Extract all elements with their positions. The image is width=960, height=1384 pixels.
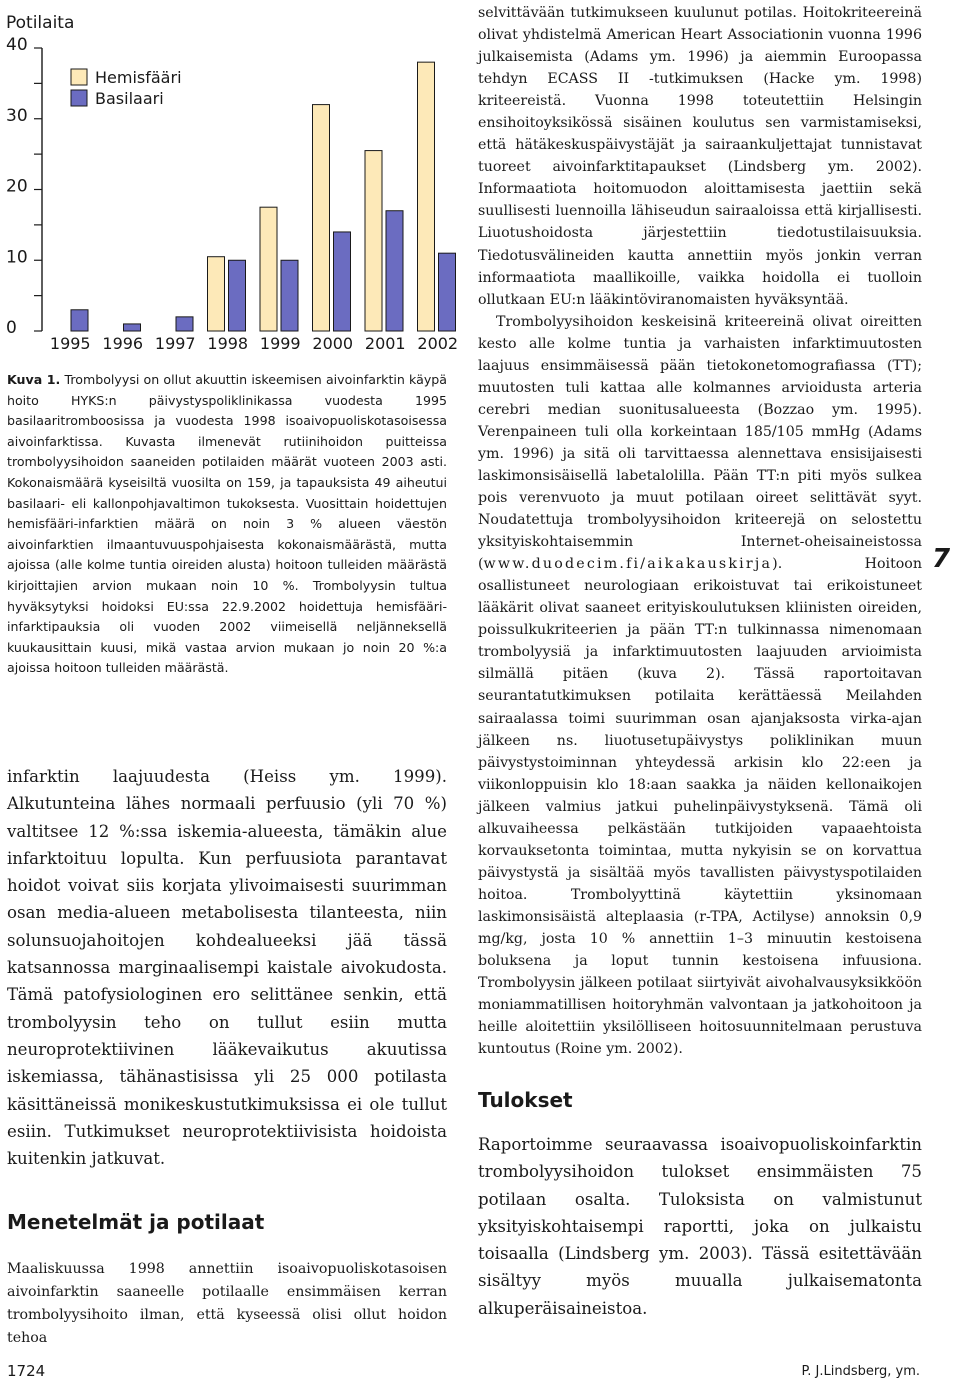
x-tick-label: 1998 — [207, 334, 249, 353]
caption-text: Trombolyysi on ollut akuuttin iskeemisen aivoinfarktin käypä hoito HYKS:n päivystyspoliklinikassa vuodesta 1995 basilaaritromboosissa ja vuodesta 1998 isoaivopuoliskotasoisessa aivoinfarktissa. Kuvasta ilmenevät rutiinihoidon puitteissa trombolyysihoidon saaneiden potilaiden määrät vuoteen 2003 asti. Kokonaismäärä kyseisiltä vuosilta on 159, ja tapauksista 49 aiheutui basilaari- eli kallonpohjavaltimon tukoksesta. Vuosittain hoidettujen hemisfääri-infarktien määrä on noin 3 % alueen väestön aivoinfarktien ilmaantuvuuspohjaisesta kokonaismäärästä, mutta ajoissa (alle kolme tuntia oireiden alusta) hoitoon tulleiden määrästä kirjoittajien arvion mukaan noin 10 %. Trombolyysin tultua hyväksytyksi hoidoksi EU:ssa 22.9.2002 hoidettuja hemisfääri-infarktipauksia oli vuoden 2002 viimeisellä neljänneksellä kuukausittain kuusi, mikä vastaa arvion mukaan jo noin 20 %:a ajoissa hoitoon tulleiden määrästä. — [7, 372, 447, 676]
left-body-text: infarktin laajuudesta (Heiss ym. 1999). Alkutunteina lähes normaali perfuusio (yli 70 %) valtitsee 12 %:ssa iskemia-alueesta, tämäkin alue infarktoituu lopulta. Kun perfuusiota parantavat hoidot voivat siis korjata ylivoimaisesti suurimman osan media-alueen metabolisesta tilanteesta, niin solunsuojahoitojen kohdealueeksi jää tässä katsannossa marginaalisempi kaistale aivokudosta. Tämä patofysiologinen ero selittänee senkin, että trombolyysin teho on tullut esiin mutta neuroprotektiivinen lääkevaikutus akuutissa iskemiassa, tähänastisissa yli 25 000 potilasta käsittäneissä monikeskustutkimuksissa ei ole tullut esiin. Tutkimukset neuroprotektiivisista hoidoista kuitenkin jatkuvat. — [7, 767, 447, 1169]
bar-chart — [0, 0, 459, 360]
x-tick-label: 1996 — [102, 334, 144, 353]
x-tick-label: 1997 — [154, 334, 196, 353]
x-tick-label: 2000 — [312, 334, 354, 353]
bar-hemisfaari-2000 — [313, 105, 330, 331]
legend — [71, 68, 182, 108]
page-number: 1724 — [7, 1362, 46, 1380]
bar-hemisfaari-1999 — [260, 207, 277, 331]
bar-hemisfaari-2001 — [365, 151, 382, 331]
bar-basilaari-2000 — [334, 232, 351, 331]
x-tick-labels — [50, 334, 458, 353]
legend-swatch-hemisfaari — [71, 69, 87, 85]
bar-basilaari-1995 — [71, 310, 88, 331]
section-tab — [930, 536, 960, 588]
bar-basilaari-1998 — [229, 260, 246, 331]
x-tick-label: 2001 — [364, 334, 406, 353]
methods-text: Maaliskuussa 1998 annettiin isoaivopuoliskotasoisen aivoinfarktin saaneelle potilaalle ensimmäisen kerran trombolyysihoito ilman, että kyseessä olisi ollut hoidon tehoa — [7, 1261, 447, 1346]
section-heading-results: Tulokset — [478, 1088, 573, 1112]
y-tick-label: 20 — [6, 176, 28, 197]
section-tab-glyph: 7 — [932, 544, 951, 574]
bar-basilaari-2001 — [386, 211, 403, 331]
y-tick-label: 0 — [6, 318, 17, 338]
x-tick-label: 1995 — [49, 334, 91, 353]
section-heading-methods: Menetelmät ja potilaat — [7, 1210, 265, 1234]
right-paragraph-2 — [478, 311, 922, 1061]
y-tick-label: 10 — [6, 247, 28, 268]
right-paragraph-1: selvittävään tutkimukseen kuulunut potilas. Hoitokriteereinä olivat yhdistelmä American Heart Associationin vuonna 1996 julkaisemista (Adams ym. 1996) ja aiemmin Euroopassa tehdyn ECASS II -tutkimuksen (Hacke ym. 1998) kriteereistä. Vuonna 1998 toteutettiin Helsingin ensihoitoyksikössä sisäinen koulutus sen varmistamiseksi, että hätäkeskuspäivystäjät ja sairaankuljettajat tunnistavat tuoreet aivoinfarktitapaukset (Lindsberg ym. 2002). Informaatiota hoitomuodon aloittamisesta jaettiin sekä suullisesti luennoilla lähiseudun sairaaloissa että kirjallisesti. Liuotushoidosta järjestettiin tiedotustilaisuuksia. Tiedotusvälineiden kautta annettiin myös jonkin verran informaatiota maallikoille, vaikka hoidolla ei tuolloin ollutkaan EU:n lääkintöviranomaisten hyväksyntää. — [478, 5, 922, 308]
bar-basilaari-1997 — [176, 317, 193, 331]
supplement-url[interactable]: www.duodecim.fi/aikakauskirja — [483, 556, 773, 573]
legend-label-basilaari: Basilaari — [95, 89, 164, 108]
legend-swatch-basilaari — [71, 90, 87, 106]
right-paragraph-2-start: Trombolyysihoidon keskeisinä kriteereinä olivat oireitten kesto alle kolme tuntia ja varhaisten infarktimuutosten laajuus ensimmäisessä pään tietokonetomografiassa (TT); muutosten tuli kattaa alle kolmannes arvioidusta arteria cerebri median suonitusalueesta (Bozzao ym. 1995). Verenpaineen tuli olla korkeintaan 185/105 mmHg (Adams ym. 1996) ja sitä oli tarvittaessa alennettava ensisijaisesti laskimonsisäisellä labetalolilla. Pään TT:n piti myös sulkea pois verenvuoto ja muut potilaan oireet selittävät syyt. Noudatettuja trombolyysihoidon kriteerejä on selostettu yksityiskohtaisemmin Internet-oheisaineistossa ( — [478, 313, 922, 573]
y-ticks — [6, 35, 42, 338]
footer-author: P. J.Lindsberg, ym. — [801, 1364, 920, 1379]
y-axis-label: Potilaita — [6, 13, 75, 33]
bar-hemisfaari-1998 — [208, 257, 225, 331]
y-tick-label: 40 — [6, 35, 28, 55]
caption-label: Kuva 1. — [7, 372, 61, 387]
figure-caption — [7, 370, 447, 679]
bar-hemisfaari-2002 — [418, 62, 435, 331]
bar-basilaari-1996 — [124, 324, 141, 331]
bar-basilaari-1999 — [281, 260, 298, 331]
x-tick-label: 1999 — [259, 334, 301, 353]
y-tick-label: 30 — [6, 105, 28, 126]
legend-label-hemisfaari: Hemisfääri — [95, 68, 182, 87]
x-tick-label: 2002 — [417, 334, 459, 353]
right-column — [478, 2, 922, 1060]
results-text: Raportoimme seuraavassa isoaivopuoliskoinfarktin trombolyysihoidon tulokset ensimmäisten 75 potilaan osalta. Tuloksista on valmistunut yksityiskohtaisempi raportti, joka on julkaistu toisaalla (Lindsberg ym. 2003). Tässä esitettävään sisältyy myös muualla julkaisematonta alkuperäisaineistoa. — [478, 1135, 922, 1318]
right-paragraph-2-end: ). Hoitoon osallistuneet neurologiaan erikoistuvat tai erikoistuneet lääkärit olivat saaneet erityiskoulutuksen kliinisten oireiden, poissulkukriteerien ja pään TT:n tulkinnassa nimenomaan trombolyysiä ja infarktimuutosten laajuuden arvioimista silmällä pitäen (kuva 2). Tässä raportoitavan seurantatutkimuksen potilaita kerättäessä Meilahden sairaalassa toimi suurimman osan ajanjaksosta virka-ajan jälkeen ns. liuotusetupäivystys poliklinikan muun päivystystoiminnan yhteydessä arkisin klo 22:een ja viikonloppuisin klo 18:aan saakka ja näiden kellonaikojen jälkeen valmius jatkui puhelinpäivystyksenä. Tämä oli alkuvaiheessa pelkästään tutkijoiden vapaaehtoista korvauksetonta toimintaa, mutta nykyisin se on korvattua päivystystä ja sisältää myös tavallisten päivystyspotilaiden hoitoa. Trombolyyttinä käytettiin yksinomaan laskimonsisäistä alteplaasia (r-TPA, Actilyse) annoksin 0,9 mg/kg, josta 10 % annettiin 1–3 minuutin kestoisena boluksena ja loput tunnin kestoisena infuusiona. Trombolyysin jälkeen potilaat siirtyivät aivohalvausyksikköön moniammatillisen hoitoryhmän valvontaan ja jatkohoitoon ja heille aloitettiin yksilölliseen hoitosuunnitelmaan perustuva kuntoutus (Roine ym. 2002). — [478, 556, 922, 1058]
bar-basilaari-2002 — [439, 253, 456, 331]
